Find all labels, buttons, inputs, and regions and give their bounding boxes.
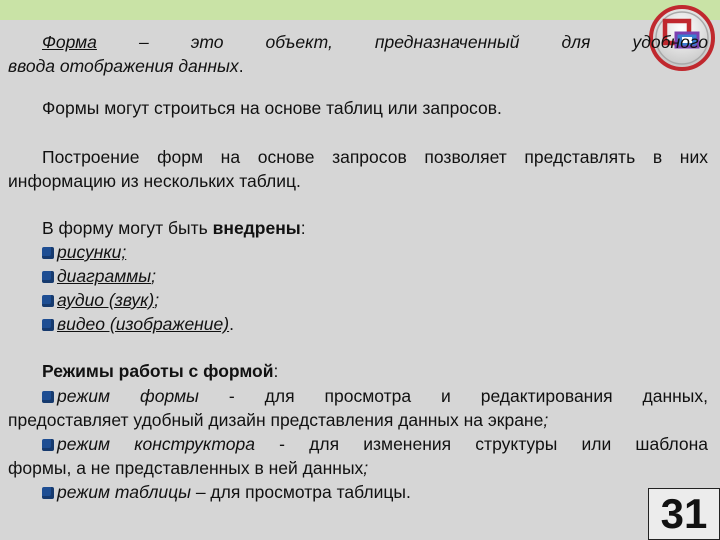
paragraph-sources: Формы могут строиться на основе таблиц или запросов. bbox=[42, 98, 502, 118]
mode-designer-rest: - для изменения структуры или шаблона bbox=[254, 434, 708, 454]
definition-line2-text: ввода отображения данных bbox=[8, 56, 239, 76]
definition-line1 bbox=[8, 30, 708, 54]
checkbox-bullet-icon bbox=[42, 439, 54, 451]
mode-designer-line1 bbox=[8, 432, 708, 456]
embed-lead-text: В форму могут быть bbox=[42, 218, 213, 238]
mode-form-line2-end: ; bbox=[543, 410, 549, 430]
modes-heading-text: Режимы работы с формой bbox=[42, 361, 274, 381]
definition-line2 bbox=[8, 54, 708, 78]
mode-designer-line2-text: формы, а не представленных в ней данных bbox=[8, 458, 364, 478]
checkbox-bullet-icon bbox=[42, 319, 54, 331]
list-item bbox=[8, 288, 720, 312]
checkbox-bullet-icon bbox=[42, 247, 54, 259]
embed-lead-bold: внедрены bbox=[212, 218, 301, 238]
checkbox-bullet-icon bbox=[42, 295, 54, 307]
mode-form-term: режим формы bbox=[57, 386, 199, 406]
mode-designer-line2-end: ; bbox=[363, 458, 369, 478]
checkbox-bullet-icon bbox=[42, 271, 54, 283]
checkbox-bullet-icon bbox=[42, 487, 54, 499]
list-item-tail: ; bbox=[154, 290, 160, 310]
mode-table-term: режим таблицы bbox=[57, 482, 191, 502]
mode-designer-term: режим конструктора bbox=[57, 434, 255, 454]
list-item bbox=[8, 264, 720, 288]
modes-heading-end: : bbox=[273, 361, 279, 381]
checkbox-bullet-icon bbox=[42, 391, 54, 403]
list-item-text: видео (изображение) bbox=[57, 314, 230, 334]
definition-rest: – это объект, предназначенный для удобного bbox=[96, 32, 708, 52]
list-item-text: диаграммы bbox=[57, 266, 152, 286]
mode-designer-line2 bbox=[8, 456, 708, 480]
embed-lead-end: : bbox=[300, 218, 306, 238]
list-item-text: рисунки; bbox=[57, 242, 127, 262]
top-band bbox=[0, 0, 720, 20]
mode-form-line2-text: предоставляет удобный дизайн представления данных на экране bbox=[8, 410, 544, 430]
list-item-tail: ; bbox=[151, 266, 156, 286]
list-item-text: аудио (звук) bbox=[57, 290, 155, 310]
mode-form-line2 bbox=[8, 408, 708, 432]
paragraph-queries-line2: информацию из нескольких таблиц. bbox=[8, 171, 301, 191]
modes-heading bbox=[8, 359, 708, 383]
definition-line2-end: . bbox=[238, 56, 244, 76]
mode-table-rest: – для просмотра таблицы. bbox=[190, 482, 411, 502]
mode-form-line1 bbox=[8, 384, 708, 408]
embed-lead bbox=[8, 216, 708, 240]
page-number: 31 bbox=[648, 488, 720, 540]
list-item bbox=[8, 312, 720, 336]
paragraph-queries-line1: Построение форм на основе запросов позволяет представлять в них bbox=[42, 147, 708, 167]
list-item-tail: . bbox=[229, 314, 234, 334]
list-item bbox=[8, 240, 720, 264]
mode-table-line bbox=[8, 480, 720, 504]
mode-form-rest: - для просмотра и редактирования данных, bbox=[198, 386, 708, 406]
definition-term: Форма bbox=[42, 32, 97, 52]
